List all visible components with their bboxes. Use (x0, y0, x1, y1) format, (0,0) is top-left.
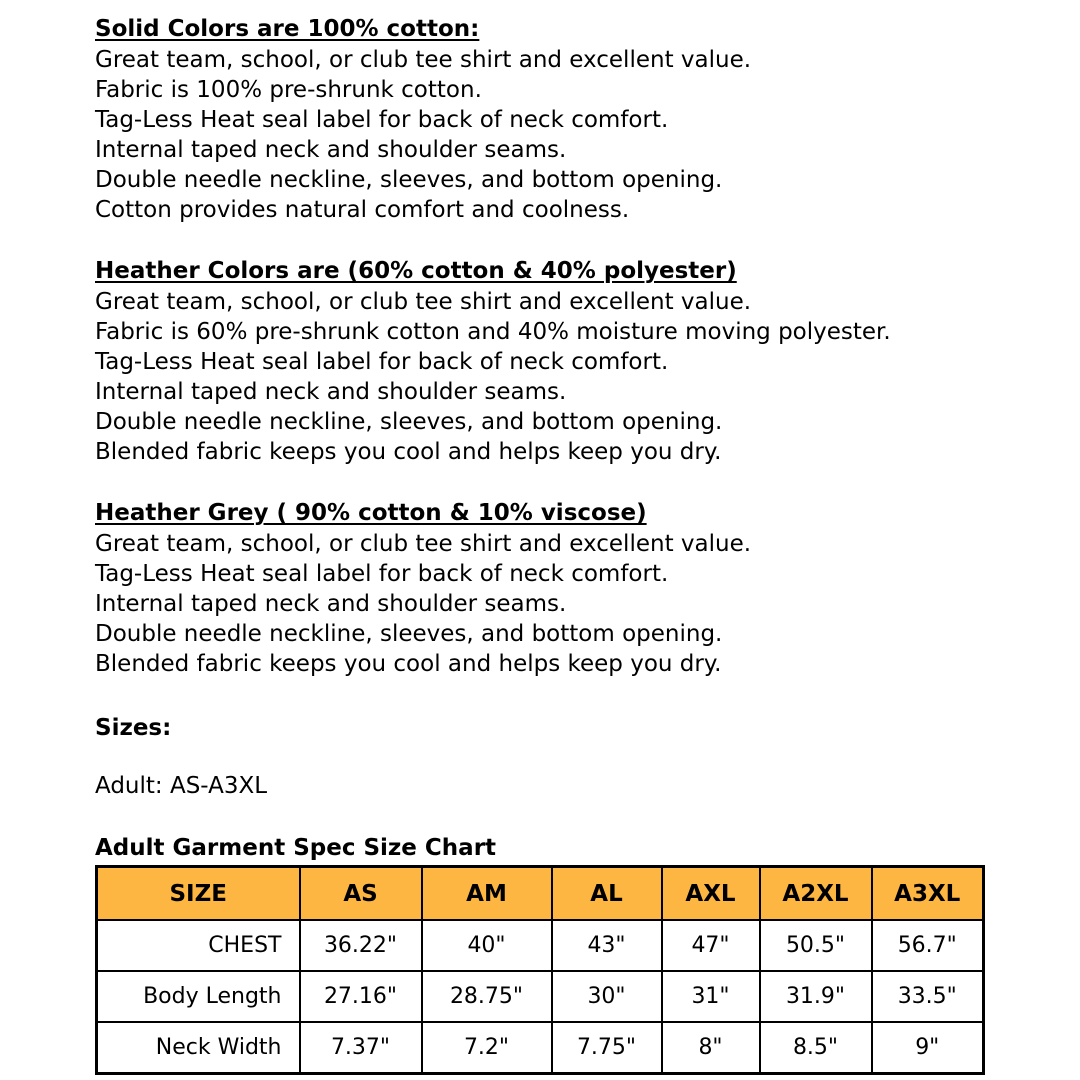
value-cell: 33.5" (872, 971, 984, 1022)
section-line: Double needle neckline, sleeves, and bottom opening. (95, 409, 723, 435)
section-line: Fabric is 60% pre-shrunk cotton and 40% moisture moving polyester. (95, 319, 891, 345)
section-line: Tag-Less Heat seal label for back of neck comfort. (95, 107, 669, 133)
value-cell: 9" (872, 1022, 984, 1074)
row-label-cell: Body Length (97, 971, 300, 1022)
value-cell: 7.37" (300, 1022, 422, 1074)
value-cell: 8.5" (760, 1022, 872, 1074)
value-cell: 7.75" (552, 1022, 662, 1074)
section-heading: Heather Grey ( 90% cotton & 10% viscose) (95, 500, 647, 526)
header-cell-am: AM (422, 867, 552, 921)
adult-size-range: Adult: AS-A3XL (95, 773, 268, 799)
section-line: Internal taped neck and shoulder seams. (95, 591, 567, 617)
header-cell-al: AL (552, 867, 662, 921)
value-cell: 40" (422, 920, 552, 971)
section-line: Cotton provides natural comfort and coolness. (95, 197, 630, 223)
section-solid-colors (95, 13, 1060, 225)
section-line: Double needle neckline, sleeves, and bottom opening. (95, 167, 723, 193)
section-line: Great team, school, or club tee shirt and excellent value. (95, 47, 752, 73)
section-line: Tag-Less Heat seal label for back of neck comfort. (95, 561, 669, 587)
row-label-cell: CHEST (97, 920, 300, 971)
section-line: Internal taped neck and shoulder seams. (95, 137, 567, 163)
section-line: Great team, school, or club tee shirt and excellent value. (95, 531, 752, 557)
value-cell: 8" (662, 1022, 760, 1074)
value-cell: 30" (552, 971, 662, 1022)
header-cell-a3xl: A3XL (872, 867, 984, 921)
sizes-label: Sizes: (95, 715, 172, 741)
header-cell-as: AS (300, 867, 422, 921)
value-cell: 47" (662, 920, 760, 971)
header-cell-a2xl: A2XL (760, 867, 872, 921)
value-cell: 31" (662, 971, 760, 1022)
section-heading: Heather Colors are (60% cotton & 40% polyester) (95, 258, 737, 284)
section-line: Double needle neckline, sleeves, and bottom opening. (95, 621, 723, 647)
section-line: Blended fabric keeps you cool and helps keep you dry. (95, 651, 722, 677)
size-chart-header-row (97, 867, 984, 921)
row-label-cell: Neck Width (97, 1022, 300, 1074)
table-row-chest (97, 920, 984, 971)
section-line: Great team, school, or club tee shirt and excellent value. (95, 289, 752, 315)
section-heather-colors (95, 255, 1060, 467)
header-cell-size: SIZE (97, 867, 300, 921)
size-chart-table (95, 865, 985, 1075)
value-cell: 50.5" (760, 920, 872, 971)
section-heather-grey (95, 497, 1060, 679)
section-heading: Solid Colors are 100% cotton: (95, 16, 480, 42)
value-cell: 7.2" (422, 1022, 552, 1074)
value-cell: 27.16" (300, 971, 422, 1022)
section-line: Tag-Less Heat seal label for back of neck comfort. (95, 349, 669, 375)
section-line: Blended fabric keeps you cool and helps keep you dry. (95, 439, 722, 465)
table-row-neck-width (97, 1022, 984, 1074)
value-cell: 31.9" (760, 971, 872, 1022)
value-cell: 28.75" (422, 971, 552, 1022)
value-cell: 56.7" (872, 920, 984, 971)
size-chart-title: Adult Garment Spec Size Chart (95, 835, 497, 861)
value-cell: 43" (552, 920, 662, 971)
header-cell-axl: AXL (662, 867, 760, 921)
value-cell: 36.22" (300, 920, 422, 971)
table-row-body-length (97, 971, 984, 1022)
section-line: Fabric is 100% pre-shrunk cotton. (95, 77, 482, 103)
section-line: Internal taped neck and shoulder seams. (95, 379, 567, 405)
